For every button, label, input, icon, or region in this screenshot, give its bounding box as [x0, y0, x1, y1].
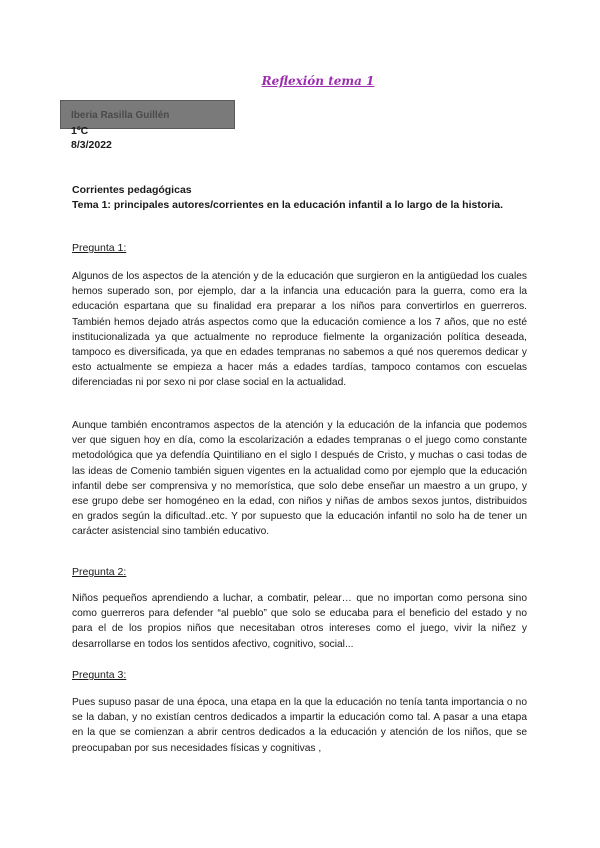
question-2-heading: Pregunta 2: [72, 566, 127, 578]
redacted-author-text: Iberia Rasilla Guillén [71, 110, 170, 121]
subject-heading [72, 183, 542, 213]
document-date: 8/3/2022 [71, 139, 112, 151]
question-2-paragraph-1: Niños pequeños aprendiendo a luchar, a combatir, pelear… que no importan como persona sino como guerreros para defender “al pueblo” que solo se educaba para el beneficio del estado y no para el de los propios niños que necesitaban otros intereses como el juego, vivir la niñez y desarrollarse en todos los sentidos afectivo, cognitivo, social... [72, 593, 527, 650]
question-3-heading: Pregunta 3: [72, 669, 127, 681]
question-3-paragraph-1: Pues supuso pasar de una época, una etapa en la que la educación no tenía tanta importancia o no se la daban, y no existían centros dedicados a impartir la educación como tal. A pasar a una etapa en la que se comienzan a abrir centros dedicados a la educación y atención de los niños, que se preocupaban por sus necesidades físicas y cognitivas , [72, 697, 527, 754]
topic-name: Tema 1: principales autores/corrientes en la educación infantil a lo largo de la historia. [72, 199, 504, 211]
subject-name: Corrientes pedagógicas [72, 184, 192, 196]
student-grade: 1ºC [71, 125, 89, 137]
question-1-paragraph-2: Aunque también encontramos aspectos de la atención y la educación de la infancia que podemos ver que siguen hoy en día, como la escolarización a edades tempranas o el juego como constante metodológica que ya defendía Quintiliano en el siglo I después de Cristo, y muchas o casi todas de las ideas de Comenio también siguen vigentes en la actualidad como por ejemplo que la educación infantil debe ser comprensiva y no memorística, que solo debe enseñar un maestro a un grupo, y ese grupo debe ser homogéneo en la edad, con niños y niñas de ambos sexos juntos, distribuidos en grados según la dificultad..etc. Y por supuesto que la educación infantil no solo ha de tener un carácter asistencial sino también educativo. [72, 420, 527, 538]
question-1-paragraph-1: Algunos de los aspectos de la atención y de la educación que surgieron en la antigüedad los cuales hemos superado son, por ejemplo, dar a la infancia una educación para la guerra, como era la educación espartana que su finalidad era preparar a los niños para convertirlos en guerreros. También hemos dejado atrás aspectos como que la educación comience a los 7 años, que no esté institucionalizada ya que actualmente no reproduce fielmente la organización política deseada, tampoco es diversificada, ya que en edades tempranas no sabemos a qué nos queremos dedicar y esto actualmente se empieza a hacer más a edades tardías, tampoco contamos con escuelas diferenciadas ni por sexo ni por clase social en la actualidad. [72, 271, 527, 389]
question-1-heading: Pregunta 1: [72, 242, 127, 254]
document-title: Reflexión tema 1 [261, 74, 375, 88]
